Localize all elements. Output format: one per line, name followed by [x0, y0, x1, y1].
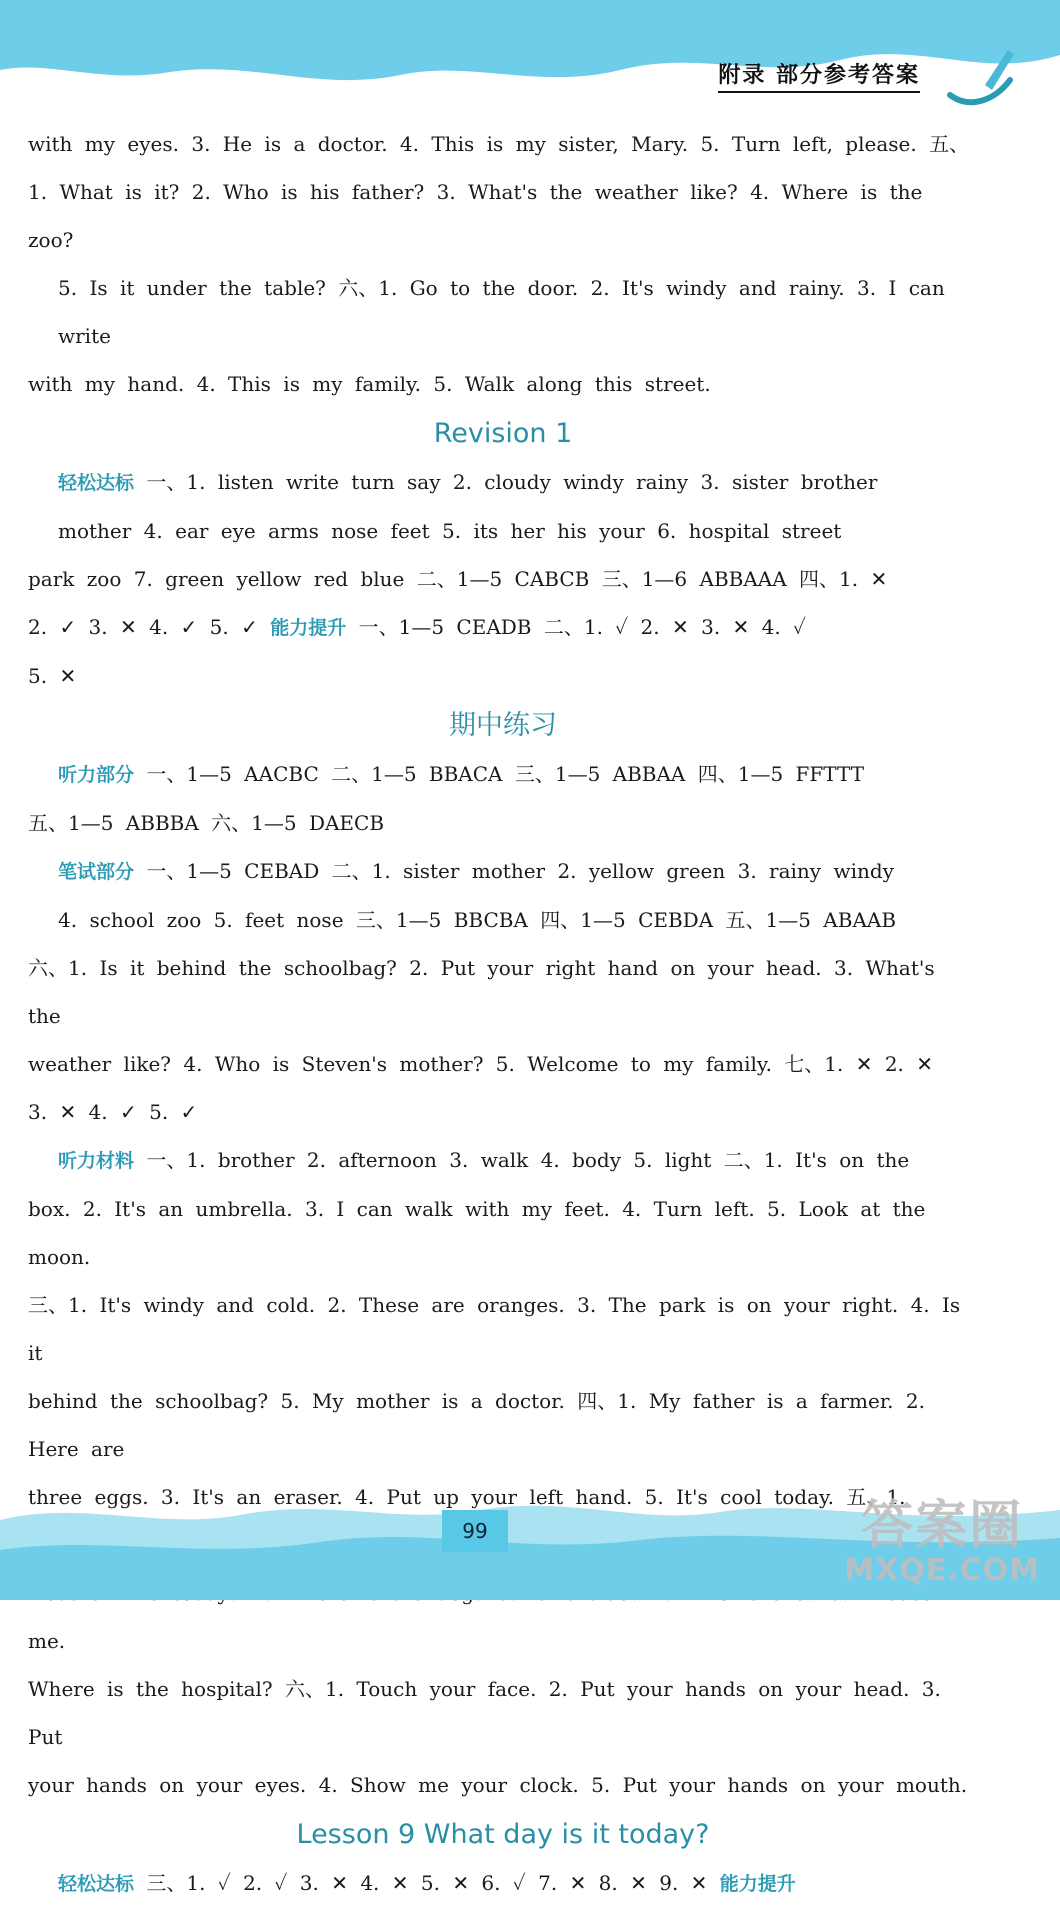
- answer-content: [28, 120, 978, 1908]
- midterm-line: 六、1. Is it behind the schoolbag? 2. Put your right hand on your head. 3. What's the: [28, 956, 935, 1028]
- lesson9-line: [28, 1859, 978, 1908]
- midterm-line: [28, 750, 978, 799]
- appendix-header: 附录 部分参考答案: [718, 58, 920, 93]
- midterm-line: your hands on your eyes. 4. Show me your clock. 5. Put your hands on your mouth.: [28, 1773, 968, 1797]
- watermark-logo: [844, 1498, 1040, 1588]
- midterm-line: 4. school zoo 5. feet nose 三、1—5 BBCBA 四、1—5 CEBDA 五、1—5 ABAAB: [58, 908, 897, 932]
- revision-line: [28, 603, 978, 652]
- intro-line: with my eyes. 3. He is a doctor. 4. This is my sister, Mary. 5. Turn left, please. 五、: [28, 132, 970, 156]
- revision-line: park zoo 7. green yellow red blue 二、1—5 CABCB 三、1—6 ABBAAA 四、1. ✕: [28, 567, 888, 591]
- easy-standard-tag: 轻松达标: [58, 1873, 135, 1895]
- listening-tag: 听力部分: [58, 764, 135, 786]
- revision-text: 一、1—5 CEADB 二、1. ✓ 2. ✕ 3. ✕ 4. ✓: [358, 615, 806, 639]
- midterm-text: 一、1. brother 2. afternoon 3. walk 4. body 5. light 二、1. It's on the: [146, 1148, 910, 1172]
- midterm-line: me.: [28, 1629, 66, 1653]
- revision-text: 2. ✓ 3. ✕ 4. ✓ 5. ✓: [28, 615, 258, 639]
- midterm-line: 三、1. It's windy and cold. 2. These are oranges. 3. The park is on your right. 4. Is it: [28, 1293, 961, 1365]
- intro-line: with my hand. 4. This is my family. 5. Walk along this street.: [28, 372, 711, 396]
- intro-line: 1. What is it? 2. Who is his father? 3. What's the weather like? 4. Where is the zoo?: [28, 180, 923, 252]
- midterm-text: 一、1—5 CEBAD 二、1. sister mother 2. yellow green 3. rainy windy: [146, 859, 894, 883]
- pen-icon: [940, 40, 1020, 110]
- revision-text: 一、1. listen write turn say 2. cloudy windy rainy 3. sister brother: [146, 470, 878, 494]
- midterm-line: 3. ✕ 4. ✓ 5. ✓: [28, 1100, 198, 1124]
- midterm-line: 五、1—5 ABBBA 六、1—5 DAECB: [28, 811, 385, 835]
- midterm-line: [28, 1136, 978, 1185]
- lesson9-text: 三、1. ✓ 2. ✓ 3. ✕ 4. ✕ 5. ✕ 6. ✓ 7. ✕ 8. ✕ 9. ✕: [146, 1871, 708, 1895]
- lesson9-title: Lesson 9 What day is it today?: [296, 1819, 710, 1850]
- midterm-line: weather like? 4. Who is Steven's mother? 5. Welcome to my family. 七、1. ✕ 2. ✕: [28, 1052, 934, 1076]
- midterm-line: box. 2. It's an umbrella. 3. I can walk with my feet. 4. Turn left. 5. Look at the moon.: [28, 1197, 926, 1269]
- midterm-line: [28, 847, 978, 896]
- revision-line: mother 4. ear eye arms nose feet 5. its her his your 6. hospital street: [58, 519, 842, 543]
- revision-line: 5. ✕: [28, 664, 77, 688]
- midterm-line: Where is the hospital? 六、1. Touch your face. 2. Put your hands on your head. 3. Put: [28, 1677, 941, 1749]
- intro-line: 5. Is it under the table? 六、1. Go to the door. 2. It's windy and rainy. 3. I can write: [58, 276, 945, 348]
- midterm-line: behind the schoolbag? 5. My mother is a doctor. 四、1. My father is a farmer. 2. Here are: [28, 1389, 925, 1461]
- watermark-url: MXQE.COM: [844, 1553, 1040, 1588]
- easy-standard-tag: 轻松达标: [58, 472, 135, 494]
- ability-tag: 能力提升: [719, 1873, 796, 1895]
- watermark-chinese: 答案圈: [861, 1496, 1024, 1556]
- page-number: 99: [442, 1510, 508, 1552]
- midterm-text: 一、1—5 AACBC 二、1—5 BBACA 三、1—5 ABBAA 四、1—5 FFTTT: [146, 762, 865, 786]
- midterm-line: three eggs. 3. It's an eraser. 4. Put up your left hand. 5. It's cool today. 五、1.: [28, 1485, 906, 1509]
- written-tag: 笔试部分: [58, 861, 135, 883]
- ability-tag: 能力提升: [270, 617, 347, 639]
- revision-line: [28, 458, 978, 507]
- midterm-title: 期中练习: [449, 710, 557, 741]
- listening-material-tag: 听力材料: [58, 1150, 135, 1172]
- revision-title: Revision 1: [433, 418, 573, 449]
